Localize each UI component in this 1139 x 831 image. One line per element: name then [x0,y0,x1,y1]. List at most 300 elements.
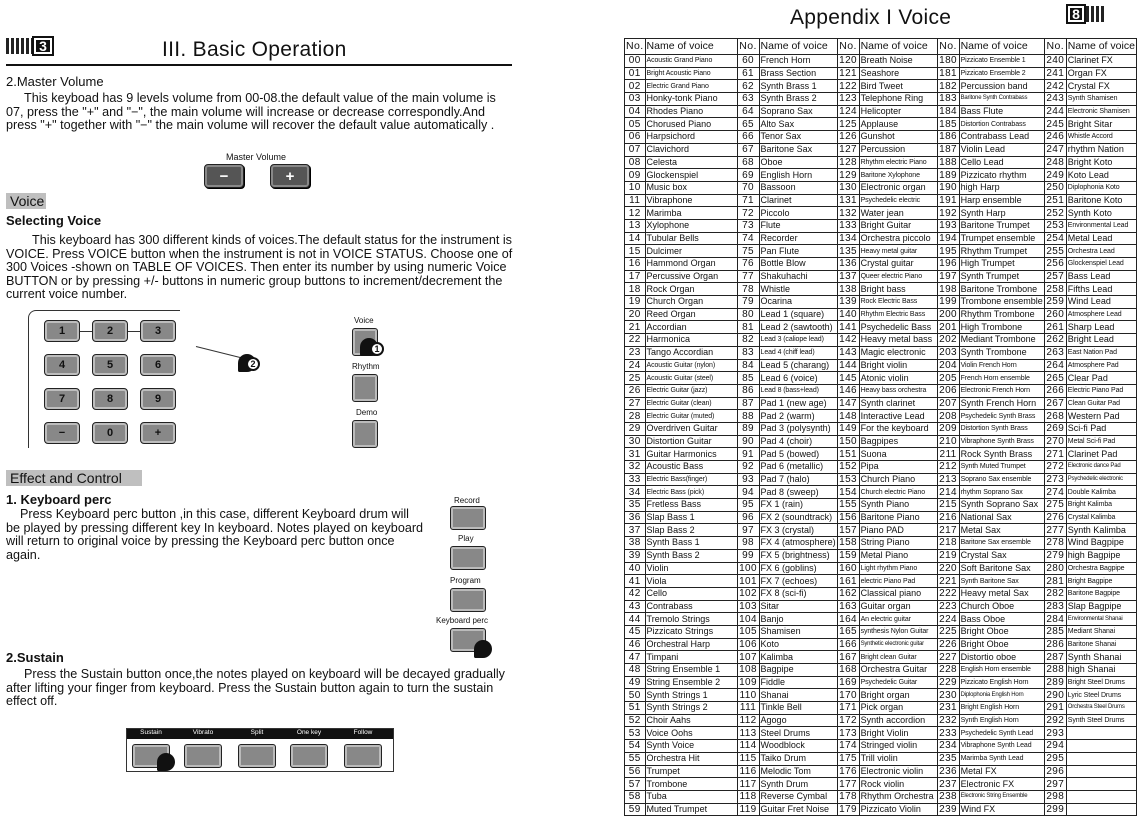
voice-name: Sci-fi Pad [1066,422,1136,435]
voice-name: Choir Aahs [645,714,737,727]
voice-number: 69 [737,169,759,182]
voice-number: 260 [1044,308,1066,321]
voice-number: 187 [937,143,959,156]
voice-number: 287 [1044,651,1066,664]
voice-number: 155 [837,499,859,512]
voice-name: Percussion [859,143,937,156]
table-header-row [625,39,1137,55]
voice-name: Bass Flute [959,105,1044,118]
keyboard-perc-title: 1. Keyboard perc [6,492,112,507]
table-row [625,219,1137,232]
numeric-keypad [36,310,186,450]
table-row [625,537,1137,550]
table-row [625,727,1137,740]
table-row [625,308,1137,321]
volume-minus-button[interactable]: − [204,164,244,188]
voice-name [1066,778,1136,791]
voice-number: 182 [937,80,959,93]
voice-name: Koto Lead [1066,169,1136,182]
voice-name: Queer electric Piano [859,270,937,283]
voice-number: 74 [737,232,759,245]
voice-name: Synth English Horn [959,714,1044,727]
voice-number: 76 [737,258,759,271]
voice-name: Sitar [759,600,837,613]
voice-number: 208 [937,410,959,423]
selecting-voice-text: This keyboard has 300 different kinds of voices.The default status for the instrument is VOICE. Press VOICE button when the instrument is not in VOICE STATUS. Choose one of 300 Voices -shown on TABLE OF VOICES. Then enter its number by using numeric Voice BUTTON or by pressing +/- buttons in numeric group buttons to increment/decrement the current voice number. [6,233,513,302]
voice-name: Heavy metal bass [859,334,937,347]
voice-name: Bassoon [759,181,837,194]
voice-name: Heavy metal guitar [859,245,937,258]
voice-number: 240 [1044,55,1066,68]
hand-pointer-icon [157,753,175,771]
table-row [625,346,1137,359]
voice-number: 254 [1044,232,1066,245]
voice-name: Electronic French Horn [959,384,1044,397]
voice-number: 157 [837,524,859,537]
voice-number: 166 [837,638,859,651]
header-name: Name of voice [859,39,937,55]
voice-name: Mediant Trombone [959,334,1044,347]
voice-number: 288 [1044,664,1066,677]
voice-name: Orchestra Steel Drums [1066,702,1136,715]
table-row [625,803,1137,816]
voice-name: Wind FX [959,803,1044,816]
keypad-key-0[interactable]: 0 [92,422,128,444]
voice-name: Guitar Fret Noise [759,803,837,816]
voice-number: 49 [625,676,646,689]
voice-name: Orchestral Harp [645,638,737,651]
voice-name: rhythm Soprano Sax [959,486,1044,499]
voice-number: 71 [737,194,759,207]
table-row [625,384,1137,397]
voice-name [1066,790,1136,803]
table-row [625,752,1137,765]
page-number-badge [1066,4,1104,24]
voice-name: Acoustic Grand Piano [645,55,737,68]
voice-number: 22 [625,334,646,347]
voice-name: Violin French Horn [959,359,1044,372]
voice-number: 03 [625,93,646,106]
voice-name: Synth accordion [859,714,937,727]
voice-number: 141 [837,321,859,334]
left-page [0,0,560,831]
voice-name: Clarinet FX [1066,55,1136,68]
voice-name: String Ensemble 1 [645,664,737,677]
voice-name: Stringed violin [859,740,937,753]
voice-name: Bright organ [859,689,937,702]
table-row [625,499,1137,512]
voice-name: Vibraphone Synth Brass [959,435,1044,448]
voice-name: Piano PAD [859,524,937,537]
keypad-key-8[interactable]: 8 [92,388,128,410]
voice-number: 107 [737,651,759,664]
voice-name: Guitar organ [859,600,937,613]
voice-number: 165 [837,625,859,638]
voice-number: 294 [1044,740,1066,753]
voice-name: Lead 1 (square) [759,308,837,321]
voice-name: Crystal guitar [859,258,937,271]
voice-name: Synth Kalimba [1066,524,1136,537]
voice-number: 85 [737,372,759,385]
voice-number: 256 [1044,258,1066,271]
voice-name: Bright English Horn [959,702,1044,715]
voice-number: 103 [737,600,759,613]
voice-number: 51 [625,702,646,715]
voice-number: 09 [625,169,646,182]
voice-number: 72 [737,207,759,220]
voice-number: 25 [625,372,646,385]
keypad-key-plus[interactable]: + [140,422,176,444]
follow-button[interactable] [344,744,382,768]
voice-name: Pad 7 (halo) [759,473,837,486]
voice-name: Bright Bagpipe [1066,575,1136,588]
volume-plus-button[interactable]: + [270,164,310,188]
voice-name: Pizzicato Strings [645,625,737,638]
keyboard-perc-button-label: Keyboard perc [436,616,489,625]
voice-number: 110 [737,689,759,702]
voice-number: 192 [937,207,959,220]
one-key-button[interactable] [290,744,328,768]
voice-number: 45 [625,625,646,638]
voice-number: 143 [837,346,859,359]
voice-name: String Ensemble 2 [645,676,737,689]
voice-number: 47 [625,651,646,664]
voice-name: Heavy bass orchestra [859,384,937,397]
voice-name: Atmosphere Lead [1066,308,1136,321]
split-button[interactable] [238,744,276,768]
program-button[interactable] [450,588,486,612]
voice-name: Bright violin [859,359,937,372]
voice-button-label: Voice [354,316,374,325]
rhythm-button[interactable] [352,374,378,402]
voice-name: Water jean [859,207,937,220]
voice-name: Baritone Sax [759,143,837,156]
keypad-key-1[interactable]: 1 [44,320,80,342]
table-row [625,194,1137,207]
voice-name: Synth Bass 2 [645,549,737,562]
page-number: 3 [32,36,54,56]
table-row [625,283,1137,296]
voice-number: 176 [837,765,859,778]
voice-number: 206 [937,384,959,397]
voice-name: FX 3 (crystal) [759,524,837,537]
voice-name [1066,803,1136,816]
voice-number: 70 [737,181,759,194]
voice-name: East Nation Pad [1066,346,1136,359]
voice-number: 279 [1044,549,1066,562]
voice-name: Distortion Contrabass [959,118,1044,131]
voice-name: Distortio oboe [959,651,1044,664]
voice-number: 56 [625,765,646,778]
voice-name: Electric Grand Piano [645,80,737,93]
voice-number: 23 [625,346,646,359]
voice-number: 07 [625,143,646,156]
voice-name: Pad 5 (bowed) [759,448,837,461]
voice-number: 124 [837,105,859,118]
voice-number: 238 [937,790,959,803]
voice-number: 239 [937,803,959,816]
keypad-key-9[interactable]: 9 [140,388,176,410]
voice-number: 160 [837,562,859,575]
voice-name: Atmosphere Pad [1066,359,1136,372]
voice-number: 114 [737,740,759,753]
stripes-decoration [6,38,32,54]
voice-name: FX 7 (echoes) [759,575,837,588]
voice-name: Flute [759,219,837,232]
voice-number: 284 [1044,613,1066,626]
voice-name: Soft Baritone Sax [959,562,1044,575]
voice-name: Classical piano [859,587,937,600]
record-button[interactable] [450,506,486,530]
voice-name: Baritone Koto [1066,194,1136,207]
voice-number: 290 [1044,689,1066,702]
voice-name: Environmental Lead [1066,219,1136,232]
voice-number: 197 [937,270,959,283]
voice-number: 145 [837,372,859,385]
table-row [625,131,1137,144]
voice-name: Lead 4 (chiff lead) [759,346,837,359]
voice-name: Melodic Tom [759,765,837,778]
voice-name: Pad 8 (sweep) [759,486,837,499]
voice-number: 237 [937,778,959,791]
voice-number: 146 [837,384,859,397]
voice-number: 65 [737,118,759,131]
play-button[interactable] [450,546,486,570]
keypad-key-3[interactable]: 3 [140,320,176,342]
voice-number: 63 [737,93,759,106]
voice-name: FX 8 (sci-fi) [759,587,837,600]
voice-number: 42 [625,587,646,600]
voice-name: Baritone Trumpet [959,219,1044,232]
voice-number: 259 [1044,296,1066,309]
table-row [625,562,1137,575]
voice-number: 126 [837,131,859,144]
voice-name: electric Piano Pad [859,575,937,588]
demo-button[interactable] [352,420,378,448]
voice-number: 94 [737,486,759,499]
header-name: Name of voice [1066,39,1136,55]
header-no: No. [1044,39,1066,55]
voice-number: 73 [737,219,759,232]
voice-name: Viola [645,575,737,588]
voice-name: Synth Brass 1 [759,80,837,93]
voice-number: 243 [1044,93,1066,106]
voice-name: Distortion Synth Brass [959,422,1044,435]
voice-name: Rhythm Trombone [959,308,1044,321]
voice-number: 252 [1044,207,1066,220]
voice-number: 178 [837,790,859,803]
voice-table-body [625,39,1137,816]
table-row [625,181,1137,194]
voice-name: French Horn ensemble [959,372,1044,385]
voice-name: Rock Synth Brass [959,448,1044,461]
voice-number: 31 [625,448,646,461]
voice-name: String Piano [859,537,937,550]
voice-number: 222 [937,587,959,600]
voice-name: Pick organ [859,702,937,715]
table-row [625,296,1137,309]
voice-number: 266 [1044,384,1066,397]
voice-number: 36 [625,511,646,524]
voice-number: 117 [737,778,759,791]
keypad-key-7[interactable]: 7 [44,388,80,410]
voice-name: FX 6 (goblins) [759,562,837,575]
voice-name: Synth clarinet [859,397,937,410]
voice-number: 246 [1044,131,1066,144]
voice-name: Psychedelic Synth Lead [959,727,1044,740]
keypad-key-5[interactable]: 5 [92,354,128,376]
voice-number: 08 [625,156,646,169]
header-no: No. [837,39,859,55]
table-row [625,397,1137,410]
voice-name: Glockenspiel [645,169,737,182]
voice-number: 215 [937,499,959,512]
header-name: Name of voice [959,39,1044,55]
voice-number: 194 [937,232,959,245]
voice-name: Violin Lead [959,143,1044,156]
voice-number: 58 [625,790,646,803]
voice-number: 104 [737,613,759,626]
voice-number: 90 [737,435,759,448]
voice-name: Helicopter [859,105,937,118]
voice-name: Mediant Shanai [1066,625,1136,638]
keypad-key-minus[interactable]: − [44,422,80,444]
voice-number: 30 [625,435,646,448]
voice-name: Vibraphone [645,194,737,207]
voice-number: 97 [737,524,759,537]
voice-number: 149 [837,422,859,435]
table-row [625,422,1137,435]
voice-number: 173 [837,727,859,740]
voice-name: Marimba [645,207,737,220]
voice-name: Harp ensemble [959,194,1044,207]
voice-name: Synth Strings 1 [645,689,737,702]
voice-number: 39 [625,549,646,562]
voice-number: 101 [737,575,759,588]
voice-name: Synth Soprano Sax [959,499,1044,512]
voice-number: 298 [1044,790,1066,803]
voice-number: 132 [837,207,859,220]
voice-number: 77 [737,270,759,283]
voice-name: Synth Steel Drums [1066,714,1136,727]
voice-name: Bright Guitar [859,219,937,232]
vibrato-button[interactable] [184,744,222,768]
voice-name [1066,752,1136,765]
demo-button-label: Demo [356,408,378,417]
voice-name: Chorused Piano [645,118,737,131]
voice-number: 84 [737,359,759,372]
voice-name: For the keyboard [859,422,937,435]
voice-name: Light rhythm Piano [859,562,937,575]
master-volume-title: 2.Master Volume [6,74,104,89]
voice-number: 33 [625,473,646,486]
voice-name: Trumpet [645,765,737,778]
voice-number: 15 [625,245,646,258]
voice-number: 217 [937,524,959,537]
voice-name: Bright Acoustic Piano [645,67,737,80]
voice-number: 272 [1044,461,1066,474]
voice-name: Synth Koto [1066,207,1136,220]
voice-name: Psychedelic electric [859,194,937,207]
voice-number: 26 [625,384,646,397]
keypad-key-4[interactable]: 4 [44,354,80,376]
voice-number: 281 [1044,575,1066,588]
voice-number: 170 [837,689,859,702]
voice-number: 158 [837,537,859,550]
voice-name: Fiddle [759,676,837,689]
table-row [625,676,1137,689]
voice-number: 139 [837,296,859,309]
voice-name: Orchestra Hit [645,752,737,765]
table-row [625,511,1137,524]
table-row [625,105,1137,118]
voice-number: 121 [837,67,859,80]
voice-name: Pad 3 (polysynth) [759,422,837,435]
voice-number: 109 [737,676,759,689]
voice-name: Reed Organ [645,308,737,321]
voice-name: Synth Baritone Sax [959,575,1044,588]
voice-number: 86 [737,384,759,397]
voice-number: 92 [737,461,759,474]
voice-name: Orchestra Bagpipe [1066,562,1136,575]
voice-name: Synthetic electronic guitar [859,638,937,651]
table-row [625,169,1137,182]
table-row [625,790,1137,803]
voice-name: Honky-tonk Piano [645,93,737,106]
voice-name: Steel Drums [759,727,837,740]
table-row [625,410,1137,423]
voice-name: Gunshot [859,131,937,144]
voice-name: Koto [759,638,837,651]
voice-number: 67 [737,143,759,156]
voice-number: 111 [737,702,759,715]
rhythm-button-label: Rhythm [352,362,380,371]
voice-number: 286 [1044,638,1066,651]
voice-number: 105 [737,625,759,638]
voice-number: 156 [837,511,859,524]
header-no: No. [937,39,959,55]
voice-number: 265 [1044,372,1066,385]
voice-name: Synth Brass 2 [759,93,837,106]
voice-number: 216 [937,511,959,524]
voice-name: Synth Trumpet [959,270,1044,283]
voice-name: Organ FX [1066,67,1136,80]
voice-name: Magic electronic [859,346,937,359]
voice-name: Seashore [859,67,937,80]
voice-name: National Sax [959,511,1044,524]
voice-name: Tubular Bells [645,232,737,245]
voice-number: 35 [625,499,646,512]
voice-number: 161 [837,575,859,588]
voice-name: Bright bass [859,283,937,296]
voice-number: 273 [1044,473,1066,486]
voice-number: 115 [737,752,759,765]
voice-number: 24 [625,359,646,372]
voice-number: 180 [937,55,959,68]
voice-number: 233 [937,727,959,740]
voice-number: 224 [937,613,959,626]
voice-name: Kalimba [759,651,837,664]
table-row [625,549,1137,562]
voice-name: Shakuhachi [759,270,837,283]
keypad-key-2[interactable]: 2 [92,320,128,342]
voice-number: 162 [837,587,859,600]
voice-name: High Trombone [959,321,1044,334]
voice-name: Electric Guitar (jazz) [645,384,737,397]
keypad-key-6[interactable]: 6 [140,354,176,376]
voice-number: 82 [737,334,759,347]
voice-number: 129 [837,169,859,182]
